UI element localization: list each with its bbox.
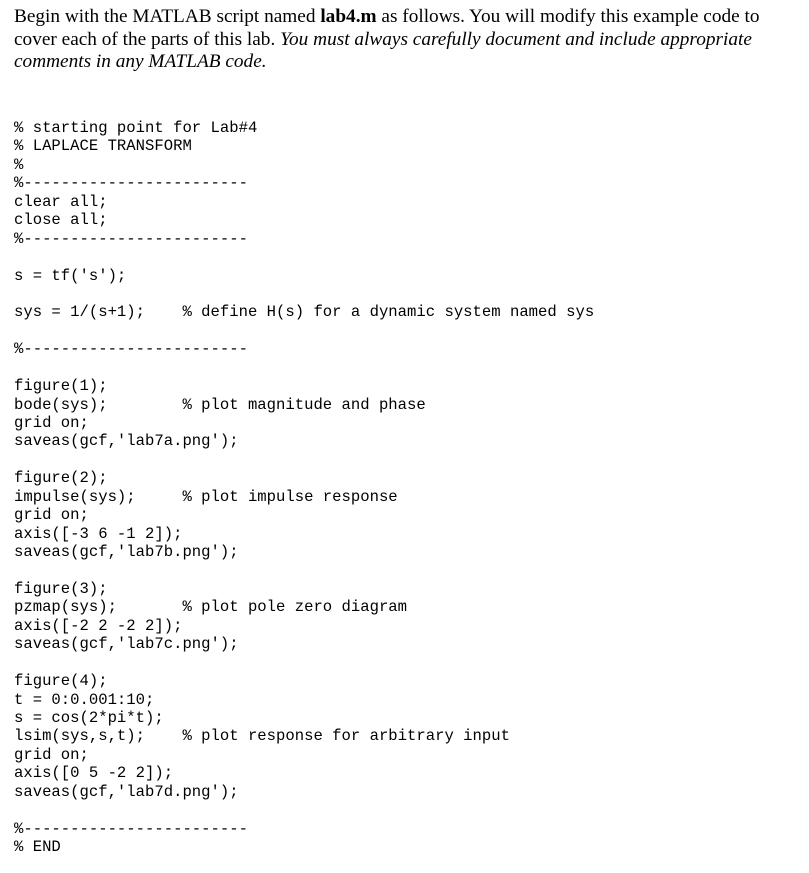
code-line: lsim(sys,s,t); % plot response for arbitrary input — [14, 727, 510, 746]
code-line: saveas(gcf,'lab7a.png'); — [14, 432, 239, 451]
blank-line — [14, 322, 594, 340]
code-line: figure(4); — [14, 672, 108, 691]
blank-line — [14, 359, 594, 377]
blank-line — [14, 801, 594, 819]
code-line: grid on; — [14, 414, 89, 432]
code-line: saveas(gcf,'lab7b.png'); — [14, 543, 239, 562]
code-line: %------------------------ — [14, 229, 248, 248]
code-line: t = 0:0.001:10; — [14, 690, 155, 709]
code-line: close all; — [14, 211, 108, 230]
blank-line — [14, 285, 594, 303]
code-line: figure(3); — [14, 579, 108, 598]
code-line: %------------------------ — [14, 340, 248, 359]
intro-paragraph — [14, 6, 804, 74]
code-line: axis([-3 6 -1 2]); — [14, 524, 183, 543]
script-filename: lab4.m — [320, 6, 377, 27]
intro-text-middle: as follows. You will modify this example code to cover each of the parts of this lab. — [14, 6, 760, 50]
matlab-code-listing — [14, 119, 594, 857]
code-line: %------------------------ — [14, 819, 248, 838]
blank-line — [14, 562, 594, 580]
blank-line — [14, 451, 594, 469]
code-line: % — [14, 155, 24, 174]
code-line: grid on; — [14, 745, 89, 764]
intro-text-start: Begin with the MATLAB script named — [14, 6, 321, 27]
code-line: figure(1); — [14, 377, 108, 396]
code-line: %------------------------ — [14, 174, 248, 193]
code-line: sys = 1/(s+1); % define H(s) for a dynamic system named sys — [14, 303, 595, 322]
code-line: % END — [14, 838, 61, 857]
code-line: saveas(gcf,'lab7d.png'); — [14, 782, 239, 801]
code-line: % LAPLACE TRANSFORM — [14, 137, 192, 156]
code-line: axis([0 5 -2 2]); — [14, 764, 174, 783]
blank-line — [14, 654, 594, 672]
code-line: clear all; — [14, 192, 108, 211]
code-line: axis([-2 2 -2 2]); — [14, 616, 183, 635]
code-line: grid on; — [14, 506, 89, 525]
documentation-requirement: You must always carefully document and include appropriate comments in any MATLAB code. — [14, 28, 752, 72]
code-line: s = cos(2*pi*t); — [14, 709, 164, 727]
code-line: figure(2); — [14, 469, 108, 488]
code-line: % starting point for Lab#4 — [14, 119, 258, 137]
code-line: impulse(sys); % plot impulse response — [14, 487, 398, 506]
code-line: pzmap(sys); % plot pole zero diagram — [14, 598, 408, 617]
code-line: saveas(gcf,'lab7c.png'); — [14, 635, 239, 654]
code-line: s = tf('s'); — [14, 266, 127, 285]
code-line: bode(sys); % plot magnitude and phase — [14, 395, 426, 414]
blank-line — [14, 248, 594, 266]
